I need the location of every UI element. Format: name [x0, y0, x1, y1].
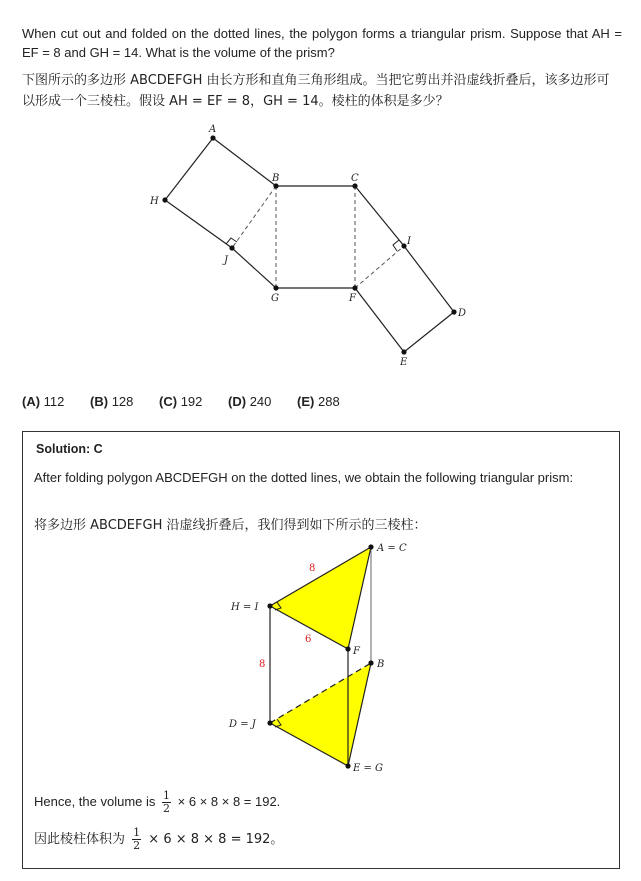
label-f2: F [353, 646, 360, 657]
vertex-g [273, 285, 278, 290]
vertex-ac [368, 544, 373, 549]
edge-label-top: 8 [309, 563, 316, 574]
vertex-i [401, 243, 406, 248]
solution-title: Solution: C [36, 442, 103, 456]
fraction-one-half: $\frac{1}{2}$ [163, 789, 171, 815]
vertex-f [352, 285, 357, 290]
label-ac: A = C [377, 543, 407, 554]
question-english: When cut out and folded on the dotted lines, the polygon forms a triangular prism. Suppose that AH = EF = 8 and GH = 14. What is the volume of the prism? [22, 26, 622, 60]
label-c: C [351, 173, 359, 184]
vertex-h [162, 197, 167, 202]
label-g: G [271, 293, 279, 304]
volume-chinese: 因此棱柱体积为 $\frac{1}{2}$ × 6 × 8 × 8 = 192。 [34, 826, 284, 852]
vertex-d [451, 309, 456, 314]
vertex-a [210, 135, 215, 140]
fold-line-bj [232, 186, 276, 248]
vertex-eg [345, 763, 350, 768]
fold-line-fi [355, 246, 404, 288]
label-b2: B [377, 659, 385, 670]
edge-label-mid: 6 [305, 634, 312, 645]
solution-english: After folding polygon ABCDEFGH on the dotted lines, we obtain the following triangular prism: [34, 470, 574, 485]
choice-b[interactable]: (B) 128 [90, 394, 134, 409]
label-e: E [400, 357, 408, 368]
label-f: F [349, 293, 356, 304]
vertex-dj [267, 720, 272, 725]
vertex-e [401, 349, 406, 354]
fraction-one-half-zh: $\frac{1}{2}$ [133, 826, 141, 852]
label-b: B [272, 173, 280, 184]
solution-chinese: 将多边形 ABCDEFGH 沿虚线折叠后，我们得到如下所示的三棱柱： [34, 518, 427, 533]
prism-figure [213, 532, 443, 782]
volume-english: Hence, the volume is $\frac{1}{2}$ × 6 × 8 × 8 = 192. [34, 789, 281, 815]
net-figure [0, 118, 641, 380]
label-d: D [458, 308, 467, 319]
answer-choices [22, 394, 362, 409]
label-eg: E = G [353, 763, 384, 774]
vertex-j [229, 245, 234, 250]
label-j: J [224, 255, 229, 266]
solution-box [22, 431, 620, 869]
label-hi: H = I [231, 602, 259, 613]
choice-e[interactable]: (E) 288 [297, 394, 340, 409]
label-a: A [209, 124, 217, 135]
label-h: H [150, 196, 159, 207]
label-dj: D = J [229, 719, 256, 730]
label-i: I [407, 236, 411, 247]
edge-label-side: 8 [259, 659, 266, 670]
right-angle-mark-i [393, 240, 399, 251]
vertex-hi [267, 603, 272, 608]
choice-c[interactable]: (C) 192 [159, 394, 203, 409]
question-chinese: 下图所示的多边形 ABCDEFGH 由长方形和直角三角形组成。当把它剪出并沿虚线折叠后，该多边形可以形成一个三棱柱。假设 AH = EF = 8，GH = 14。棱柱的体积是多少？ [22, 73, 610, 109]
vertex-b2 [368, 660, 373, 665]
choice-a[interactable]: (A) 112 [22, 394, 65, 409]
choice-d[interactable]: (D) 240 [228, 394, 272, 409]
vertex-f2 [345, 646, 350, 651]
vertex-b [273, 183, 278, 188]
vertex-c [352, 183, 357, 188]
prism-top-face [270, 547, 371, 649]
